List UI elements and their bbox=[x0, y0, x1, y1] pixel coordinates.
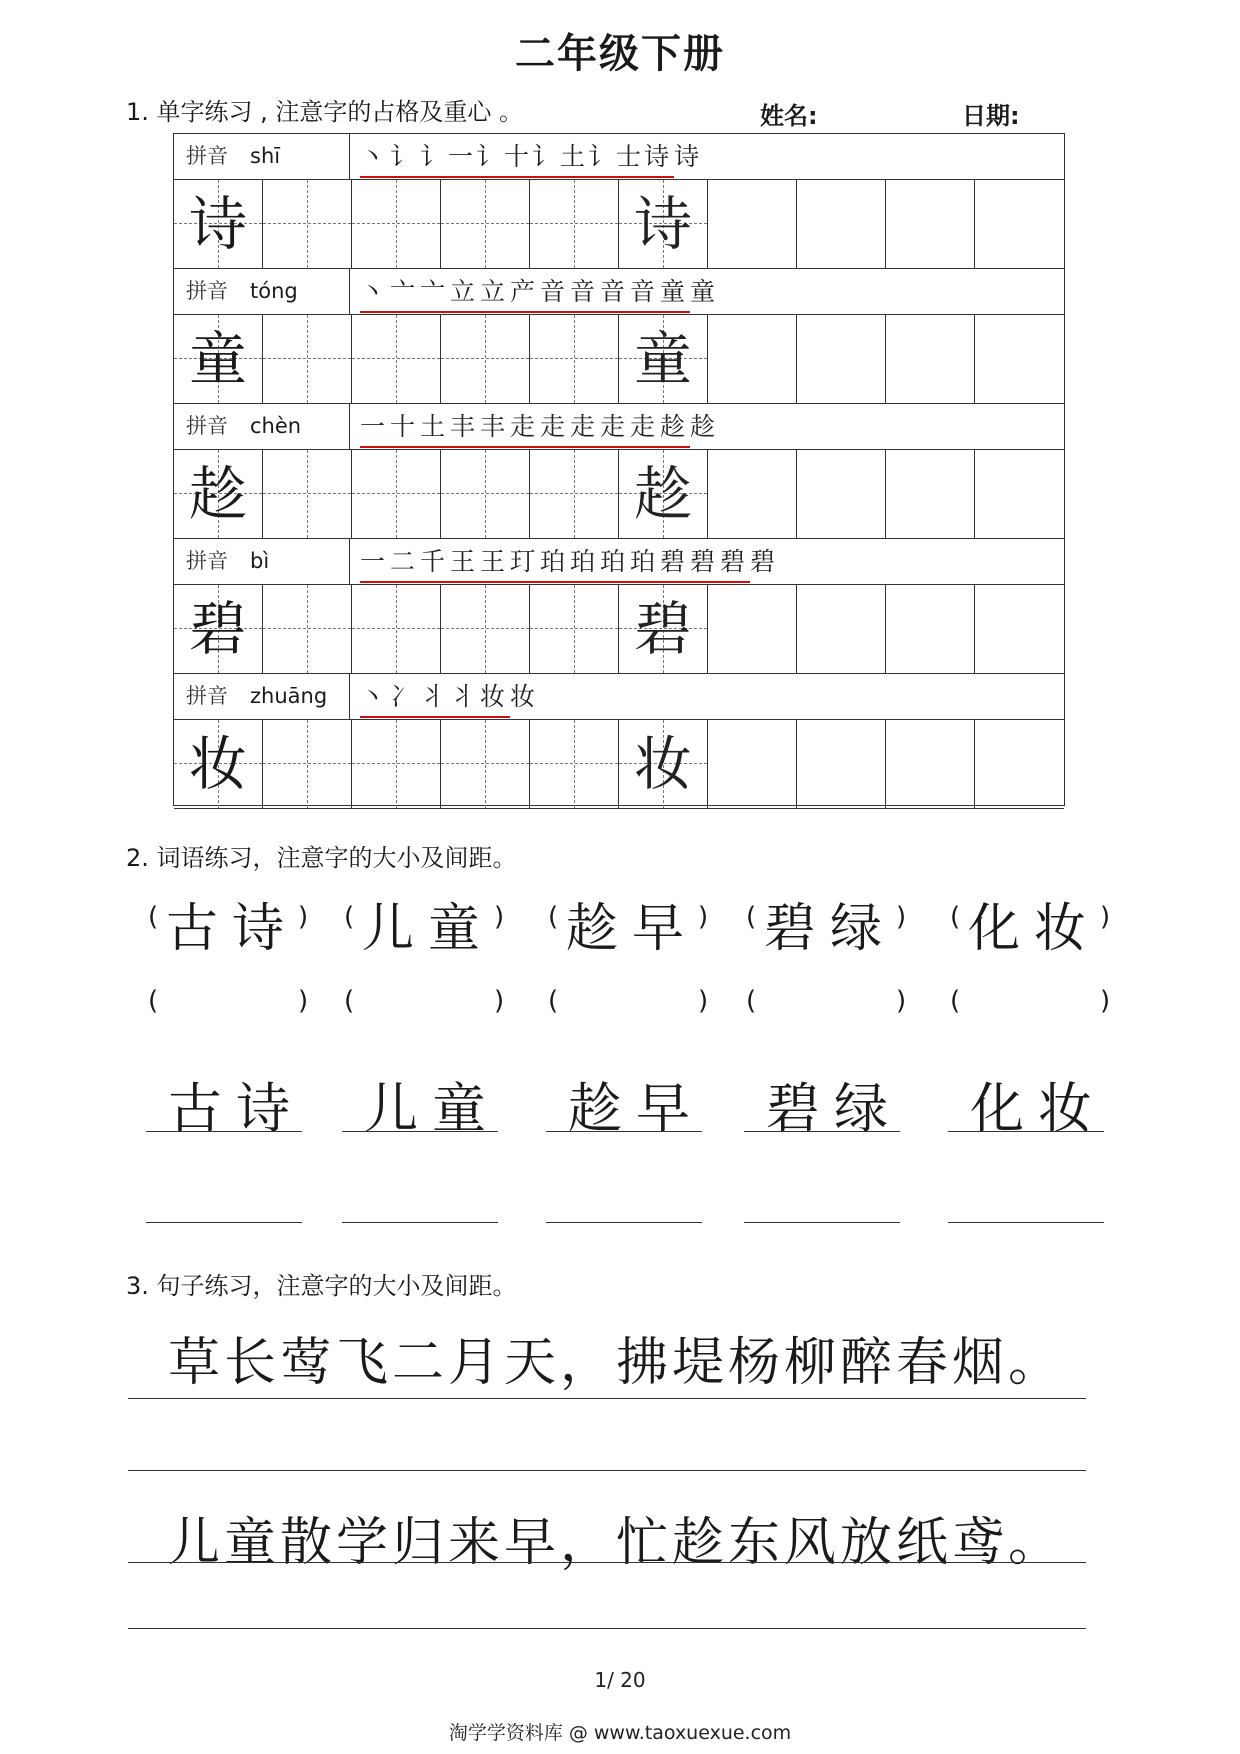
stroke-step: 趁 bbox=[660, 408, 690, 448]
stroke-step: 碧 bbox=[660, 543, 690, 583]
stroke-step: 妆 bbox=[480, 678, 510, 718]
answer-paren-close: ) bbox=[896, 986, 907, 1016]
stroke-step: 走 bbox=[540, 408, 570, 448]
tian-grid-cell bbox=[352, 720, 441, 808]
tian-grid-cell bbox=[441, 180, 530, 268]
tian-grid-cell bbox=[619, 180, 708, 268]
answer-paren-close: ) bbox=[1100, 986, 1111, 1016]
stroke-step: 立 bbox=[450, 273, 480, 313]
answer-paren-close: ) bbox=[298, 986, 309, 1016]
tian-grid-cell bbox=[619, 450, 708, 538]
sentence-1-line bbox=[128, 1398, 1086, 1399]
stroke-step: 碧 bbox=[690, 543, 720, 583]
tian-grid-cell bbox=[174, 450, 263, 538]
stroke-step: 二 bbox=[390, 543, 420, 583]
stroke-step: 诗 bbox=[644, 138, 674, 178]
character-cell-row bbox=[174, 720, 1064, 809]
tian-grid-cell bbox=[352, 315, 441, 403]
tian-grid-cell bbox=[619, 315, 708, 403]
word-underline bbox=[744, 1131, 900, 1132]
blank-cell bbox=[708, 450, 797, 538]
pinyin-text: shī bbox=[250, 144, 281, 168]
stroke-step: 珀 bbox=[540, 543, 570, 583]
stroke-step: 丬 bbox=[450, 678, 480, 718]
pinyin-tag: 拼音 bbox=[186, 549, 228, 573]
paren-open: ( bbox=[950, 902, 961, 932]
section1-heading: 1. 单字练习 , 注意字的占格及重心 。 bbox=[126, 98, 524, 126]
paren-close: ) bbox=[896, 902, 907, 932]
tian-grid-cell bbox=[352, 180, 441, 268]
stroke-order bbox=[360, 543, 780, 583]
stroke-step: 碧 bbox=[720, 543, 750, 583]
model-character: 诗 bbox=[188, 190, 247, 258]
word-underline bbox=[948, 1131, 1104, 1132]
blank-cell bbox=[886, 720, 975, 808]
paren-close: ) bbox=[494, 902, 505, 932]
word-underline bbox=[146, 1131, 302, 1132]
tian-grid-cell bbox=[530, 315, 619, 403]
trace-character: 童 bbox=[633, 325, 692, 393]
blank-cell bbox=[886, 180, 975, 268]
tian-grid-cell bbox=[263, 585, 352, 673]
word-in-paren: 古诗 bbox=[166, 899, 299, 959]
stroke-step: 诗 bbox=[674, 142, 703, 171]
stroke-order bbox=[360, 138, 704, 178]
stroke-step: 珀 bbox=[630, 543, 660, 583]
page-number: 1/ 20 bbox=[594, 1668, 646, 1692]
pinyin-label bbox=[174, 404, 350, 449]
stroke-step: 走 bbox=[600, 408, 630, 448]
blank-cell bbox=[975, 315, 1064, 403]
word-practice-line bbox=[546, 1222, 702, 1223]
tian-grid-cell bbox=[441, 450, 530, 538]
stroke-step: 丶 bbox=[360, 138, 390, 178]
stroke-step: 土 bbox=[420, 408, 450, 448]
model-word: 化妆 bbox=[970, 1077, 1106, 1140]
pinyin-tag: 拼音 bbox=[186, 684, 228, 708]
stroke-step: 一 bbox=[360, 543, 390, 583]
stroke-step: 妆 bbox=[510, 682, 539, 711]
pinyin-text: zhuāng bbox=[250, 684, 328, 708]
stroke-step: 讠土 bbox=[532, 138, 588, 178]
tian-grid-cell bbox=[263, 315, 352, 403]
stroke-step: 走 bbox=[510, 408, 540, 448]
stroke-step: 亠 bbox=[390, 273, 420, 313]
sentence-2-practice-line bbox=[128, 1628, 1086, 1629]
tian-grid-cell bbox=[530, 720, 619, 808]
pinyin-row bbox=[174, 674, 1064, 720]
tian-grid-cell bbox=[619, 720, 708, 808]
paren-open: ( bbox=[746, 902, 757, 932]
pinyin-label bbox=[174, 674, 350, 719]
model-word: 碧绿 bbox=[766, 1077, 902, 1140]
section2-heading: 2. 词语练习，注意字的大小及间距。 bbox=[126, 844, 517, 872]
tian-grid-cell bbox=[174, 585, 263, 673]
sentence-1-practice-line bbox=[128, 1470, 1086, 1471]
paren-open: ( bbox=[148, 902, 159, 932]
stroke-step: 十 bbox=[390, 408, 420, 448]
pinyin-text: chèn bbox=[250, 414, 302, 438]
word-in-paren: 化妆 bbox=[968, 899, 1101, 959]
footer-source: 淘学学资料库 @ www.taoxuexue.com bbox=[448, 1722, 792, 1744]
stroke-step: 丶 bbox=[360, 678, 390, 718]
blank-cell bbox=[975, 450, 1064, 538]
stroke-step: 碧 bbox=[750, 547, 779, 576]
stroke-step: 讠一 bbox=[420, 138, 476, 178]
word-underline bbox=[546, 1131, 702, 1132]
stroke-step: 亠 bbox=[420, 273, 450, 313]
trace-character: 妆 bbox=[633, 730, 692, 798]
tian-grid-cell bbox=[174, 180, 263, 268]
section3-heading: 3. 句子练习，注意字的大小及间距。 bbox=[126, 1272, 517, 1300]
tian-grid-cell bbox=[174, 315, 263, 403]
stroke-step: 一 bbox=[360, 408, 390, 448]
character-cell-row bbox=[174, 315, 1064, 404]
stroke-order bbox=[360, 408, 720, 448]
tian-grid-cell bbox=[530, 180, 619, 268]
stroke-step: 音 bbox=[570, 273, 600, 313]
paren-open: ( bbox=[548, 902, 559, 932]
character-cell-row bbox=[174, 585, 1064, 674]
blank-cell bbox=[708, 720, 797, 808]
stroke-order bbox=[360, 273, 720, 313]
pinyin-text: bì bbox=[250, 549, 270, 573]
stroke-step: 音 bbox=[540, 273, 570, 313]
sentence-1: 草长莺飞二月天，拂堤杨柳醉春烟。 bbox=[168, 1333, 1065, 1393]
character-cell-row bbox=[174, 450, 1064, 539]
character-cell-row bbox=[174, 180, 1064, 269]
answer-paren-open: ( bbox=[746, 986, 757, 1016]
blank-cell bbox=[797, 585, 886, 673]
stroke-step: 立 bbox=[480, 273, 510, 313]
word-practice-line bbox=[146, 1222, 302, 1223]
stroke-step: 冫 bbox=[390, 678, 420, 718]
stroke-order bbox=[360, 678, 540, 718]
word-in-paren: 趁早 bbox=[566, 899, 699, 959]
word-practice-line bbox=[948, 1222, 1104, 1223]
pinyin-label bbox=[174, 134, 350, 179]
tian-grid-cell bbox=[352, 450, 441, 538]
stroke-step: 丬 bbox=[420, 678, 450, 718]
stroke-step: 讠 bbox=[390, 138, 420, 178]
date-label: 日期: bbox=[962, 102, 1020, 130]
stroke-step: 丶 bbox=[360, 273, 390, 313]
paren-close: ) bbox=[698, 902, 709, 932]
model-character: 妆 bbox=[188, 730, 247, 798]
pinyin-row bbox=[174, 134, 1064, 180]
stroke-step: 珀 bbox=[570, 543, 600, 583]
tian-grid-cell bbox=[263, 450, 352, 538]
stroke-step: 王 bbox=[450, 543, 480, 583]
sentence-2-line bbox=[128, 1562, 1086, 1563]
trace-character: 趁 bbox=[633, 460, 692, 528]
tian-grid-cell bbox=[441, 585, 530, 673]
blank-cell bbox=[975, 585, 1064, 673]
tian-grid-cell bbox=[530, 585, 619, 673]
answer-paren-open: ( bbox=[548, 986, 559, 1016]
stroke-step: 趁 bbox=[690, 412, 719, 441]
answer-paren-open: ( bbox=[344, 986, 355, 1016]
word-in-paren: 碧绿 bbox=[764, 899, 897, 959]
word-practice-line bbox=[744, 1222, 900, 1223]
model-word: 儿童 bbox=[364, 1077, 500, 1140]
stroke-step: 童 bbox=[660, 273, 690, 313]
blank-cell bbox=[886, 315, 975, 403]
word-in-paren: 儿童 bbox=[362, 899, 495, 959]
pinyin-label bbox=[174, 269, 350, 314]
paren-open: ( bbox=[344, 902, 355, 932]
stroke-step: 产 bbox=[510, 273, 540, 313]
tian-grid-cell bbox=[174, 720, 263, 808]
blank-cell bbox=[975, 720, 1064, 808]
stroke-step: 千 bbox=[420, 543, 450, 583]
page-title: 二年级下册 bbox=[515, 31, 725, 77]
stroke-step: 走 bbox=[570, 408, 600, 448]
answer-paren-close: ) bbox=[494, 986, 505, 1016]
blank-cell bbox=[797, 450, 886, 538]
stroke-step: 玎 bbox=[510, 543, 540, 583]
pinyin-text: tóng bbox=[250, 279, 298, 303]
blank-cell bbox=[708, 180, 797, 268]
tian-grid-cell bbox=[263, 720, 352, 808]
pinyin-tag: 拼音 bbox=[186, 144, 228, 168]
stroke-step: 走 bbox=[630, 408, 660, 448]
stroke-step: 王 bbox=[480, 543, 510, 583]
answer-paren-open: ( bbox=[148, 986, 159, 1016]
tian-grid-cell bbox=[263, 180, 352, 268]
answer-paren-close: ) bbox=[698, 986, 709, 1016]
blank-cell bbox=[975, 180, 1064, 268]
blank-cell bbox=[886, 450, 975, 538]
blank-cell bbox=[708, 585, 797, 673]
pinyin-row bbox=[174, 404, 1064, 450]
stroke-step: 丰 bbox=[480, 408, 510, 448]
tian-grid-cell bbox=[352, 585, 441, 673]
tian-grid-cell bbox=[619, 585, 708, 673]
model-word: 古诗 bbox=[168, 1077, 304, 1140]
stroke-step: 讠十 bbox=[476, 138, 532, 178]
pinyin-tag: 拼音 bbox=[186, 279, 228, 303]
model-word: 趁早 bbox=[568, 1077, 704, 1140]
word-practice-line bbox=[342, 1222, 498, 1223]
answer-paren-open: ( bbox=[950, 986, 961, 1016]
word-underline bbox=[342, 1131, 498, 1132]
pinyin-label bbox=[174, 539, 350, 584]
pinyin-tag: 拼音 bbox=[186, 414, 228, 438]
trace-character: 诗 bbox=[633, 190, 692, 258]
character-practice-grid bbox=[173, 133, 1065, 806]
pinyin-row bbox=[174, 269, 1064, 315]
stroke-step: 童 bbox=[690, 277, 719, 306]
tian-grid-cell bbox=[530, 450, 619, 538]
blank-cell bbox=[886, 585, 975, 673]
blank-cell bbox=[708, 315, 797, 403]
paren-close: ) bbox=[298, 902, 309, 932]
stroke-step: 珀 bbox=[600, 543, 630, 583]
tian-grid-cell bbox=[441, 720, 530, 808]
stroke-step: 音 bbox=[630, 273, 660, 313]
trace-character: 碧 bbox=[633, 595, 692, 663]
stroke-step: 讠士 bbox=[588, 138, 644, 178]
sentence-2: 儿童散学归来早，忙趁东风放纸鸢。 bbox=[168, 1513, 1065, 1573]
model-character: 碧 bbox=[188, 595, 247, 663]
pinyin-row bbox=[174, 539, 1064, 585]
blank-cell bbox=[797, 315, 886, 403]
stroke-step: 丰 bbox=[450, 408, 480, 448]
blank-cell bbox=[797, 180, 886, 268]
name-label: 姓名: bbox=[760, 102, 818, 130]
paren-close: ) bbox=[1100, 902, 1111, 932]
tian-grid-cell bbox=[441, 315, 530, 403]
stroke-step: 音 bbox=[600, 273, 630, 313]
blank-cell bbox=[797, 720, 886, 808]
model-character: 童 bbox=[188, 325, 247, 393]
model-character: 趁 bbox=[188, 460, 247, 528]
